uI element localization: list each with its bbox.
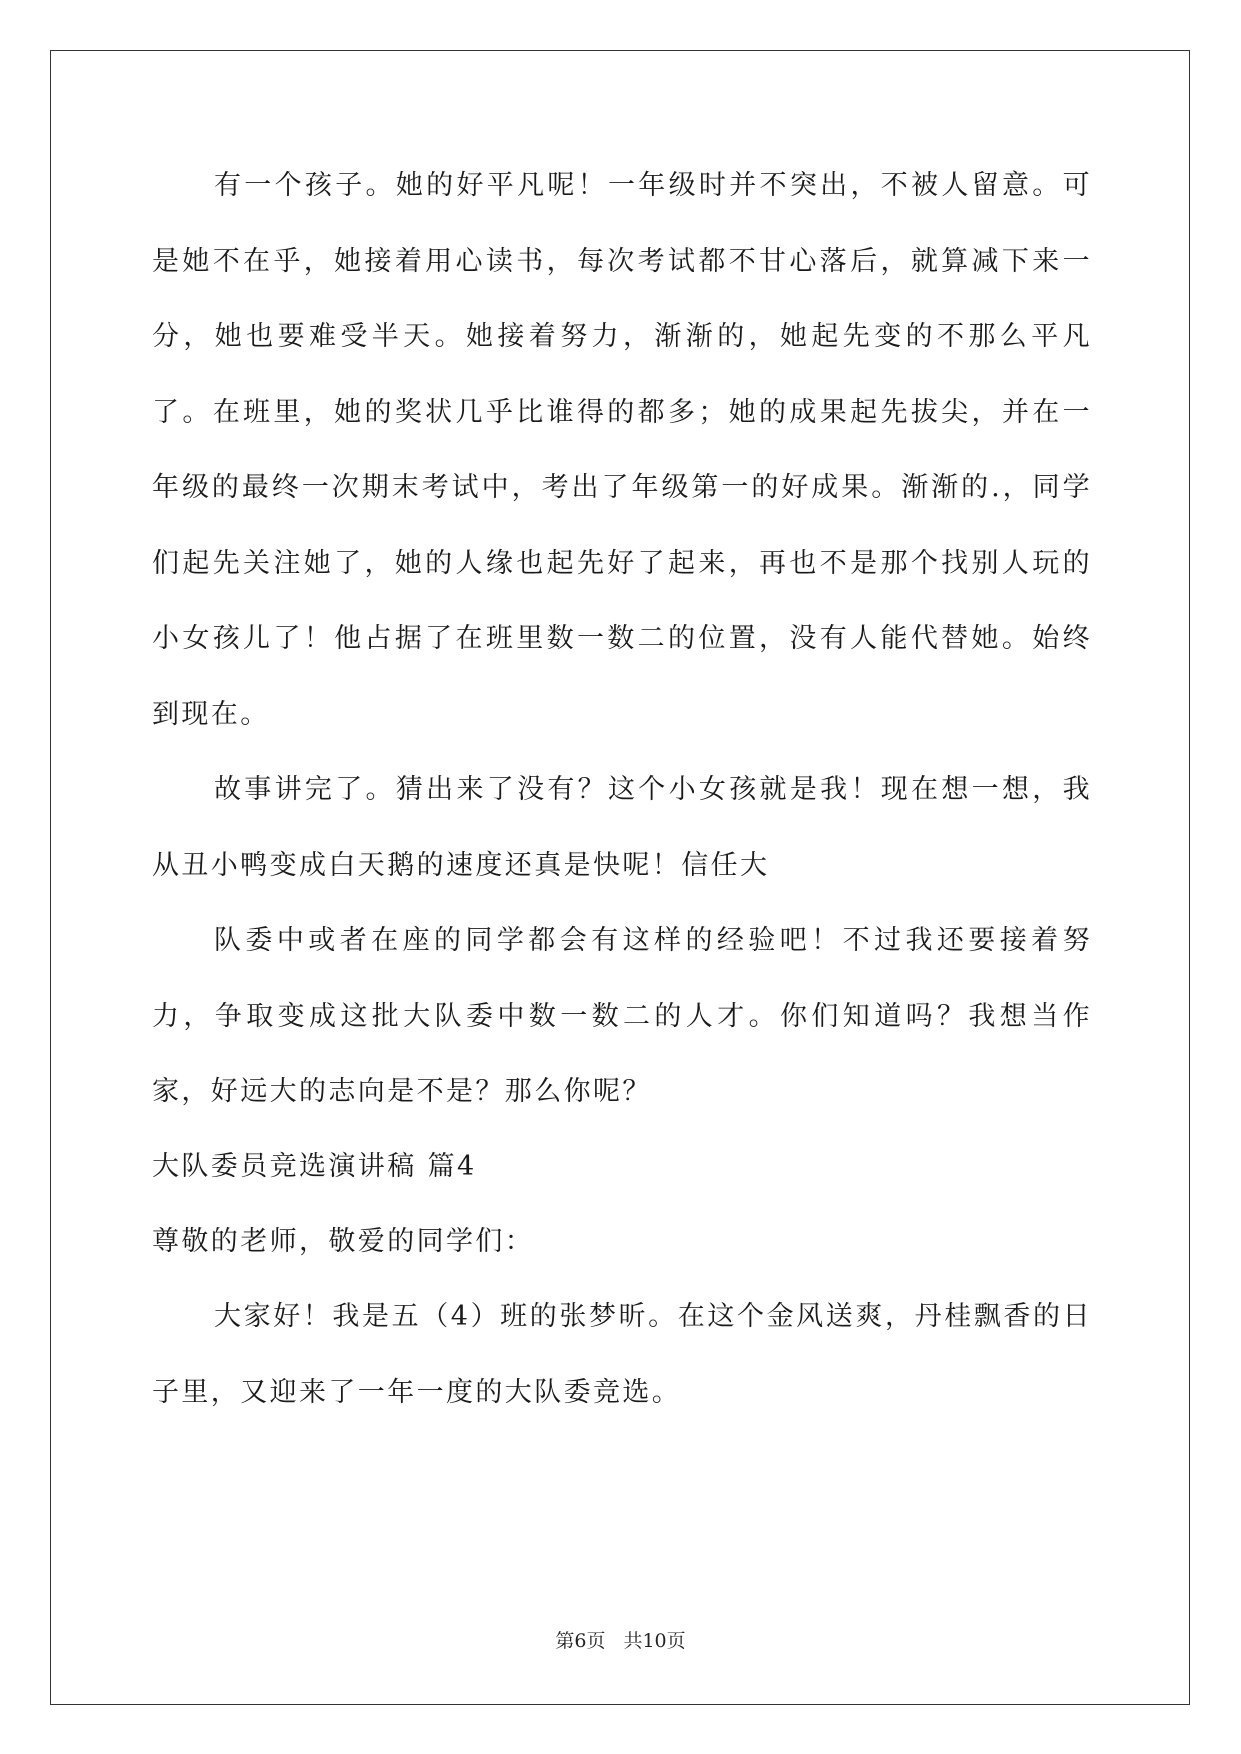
document-body [152,148,1092,1430]
section-heading: 大队委员竞选演讲稿 篇4 [152,1150,477,1182]
paragraph-story: 有一个孩子。她的好平凡呢！一年级时并不突出，不被人留意。可是她不在乎，她接着用心读书，每次考试都不甘心落后，就算减下来一分，她也要难受半天。她接着努力，渐渐的，她起先变的不那么平凡了。在班里，她的奖状几乎比谁得的都多；她的成果起先拔尖，并在一年级的最终一次期末考试中，考出了年级第一的好成果。渐渐的.，同学们起先关注她了，她的人缘也起先好了起来，再也不是那个找别人玩的小女孩儿了！他占据了在班里数一数二的位置，没有人能代替她。始终到现在。 [152,170,1092,730]
page-total: 共10页 [623,1630,686,1652]
page-footer [0,1626,1241,1653]
paragraph-greeting: 大家好！我是五（4）班的张梦昕。在这个金风送爽，丹桂飘香的日子里，又迎来了一年一度的大队委竞选。 [152,1301,1092,1408]
salutation: 尊敬的老师，敬爱的同学们： [152,1225,535,1257]
page-number: 第6页 [555,1630,606,1652]
paragraph-aspiration: 队委中或者在座的同学都会有这样的经验吧！不过我还要接着努力，争取变成这批大队委中数一数二的人才。你们知道吗？我想当作家，好远大的志向是不是？那么你呢？ [152,925,1092,1107]
paragraph-story-end: 故事讲完了。猜出来了没有？这个小女孩就是我！现在想一想，我从丑小鸭变成白天鹅的速度还真是快呢！信任大 [152,774,1092,881]
